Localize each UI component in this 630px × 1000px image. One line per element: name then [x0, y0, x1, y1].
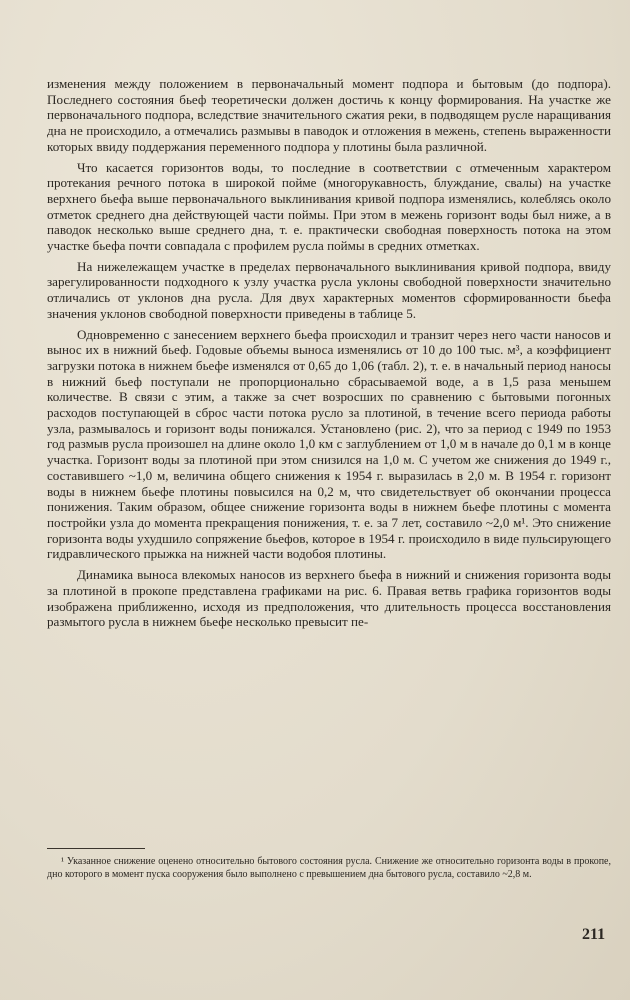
paragraph-3: На нижележащем участке в пределах первоначального выклинивания кривой подпора, ввиду зарегулированности подходного к узлу участка русла уклоны свободной поверхности значительно отличались от уклонов дна русла. Для двух характерных моментов сформированности бьефа значения уклонов свободной поверхности приведены в таблице 5. — [47, 258, 611, 321]
main-text — [47, 76, 611, 635]
paragraph-1: изменения между положением в первоначальный момент подпора и бытовым (до подпора). Последнего состояния бьеф теоретически должен достичь к концу формирования. На участке же первоначального подпора, вследствие значительного сжатия реки, в подводящем русле наращивания дна не происходило, а отмечались размывы в паводок и отложения в межень, степень выраженности которых ввиду поддержания переменного подпора у плотины была различной. — [47, 76, 611, 154]
page-number: 211 — [582, 926, 606, 943]
footnote: ¹ Указанное снижение оценено относительно бытового состояния русла. Снижение же относительно горизонта воды в прокопе, дно которого в момент пуска сооружения было выполнено с превышением дна бытового русла, составило ~2,8 м. — [47, 856, 611, 880]
paragraph-2: Что касается горизонтов воды, то последние в соответствии с отмеченным характером протекания речного потока в широкой пойме (многорукавность, блуждание, свалы) на участке верхнего бьефа выше первоначального выклинивания кривой подпора изменялись, колеблясь около отметок среднего дна действующей части поймы. При этом в межень горизонт воды был ниже, а в паводок несколько выше среднего дна, т. е. практически свободная поверхность потока на этом участке бьефа почти совпадала с профилем русла поймы в средних отметках. — [47, 159, 611, 254]
footnote-divider — [47, 848, 145, 849]
paragraph-4: Одновременно с занесением верхнего бьефа происходил и транзит через него части наносов и вынос их в нижний бьеф. Годовые объемы выноса изменялись от 10 до 100 тыс. м³, а коэффициент загрузки потока в нижнем бьефе изменялся от 0,65 до 1,06 (табл. 2), т. е. в начальный период наносы в нижний бьеф поступали не пропорционально сбрасываемой воде, а в 1,5 раза меньшем количестве. В связи с этим, а также за счет возросших по сравнению с бытовыми погонных расходов поступающей в сброс части потока русло за плотиной, в течение всего периода работы узла, размывалось и горизонт воды понижался. Установлено (рис. 2), что за период с 1949 по 1953 год размыв русла произошел на длине около 1,0 км с заглублением от 1,0 м в начале до 0,1 м в конце участка. Горизонт воды за плотиной при этом снизился на 1,0 м. С учетом же снижения до 1949 г., составившего ~1,0 м, величина общего снижения к 1954 г. выразилась в 2,0 м. В 1954 г. горизонт воды в нижнем бьефе плотины повысился на 0,2 м, что свидетельствует об окончании процесса понижения. Таким образом, общее снижение горизонта воды в нижнем бьефе плотины с момента постройки узла до момента прекращения понижения, т. е. за 7 лет, составило ~2,0 м¹. Это снижение горизонта воды ухудшило сопряжение бьефов, которое в 1954 г. происходило в виде пульсирующего гидравлического прыжка на нижней части водобоя плотины. — [47, 326, 611, 562]
paragraph-5: Динамика выноса влекомых наносов из верхнего бьефа в нижний и снижения горизонта воды за плотиной в прокопе представлена графиками на рис. 6. Правая ветвь графика горизонтов воды изображена приближенно, исходя из предположения, что длительность процесса восстановления размытого русла в нижнем бьефе несколько превысит пе- — [47, 567, 611, 630]
